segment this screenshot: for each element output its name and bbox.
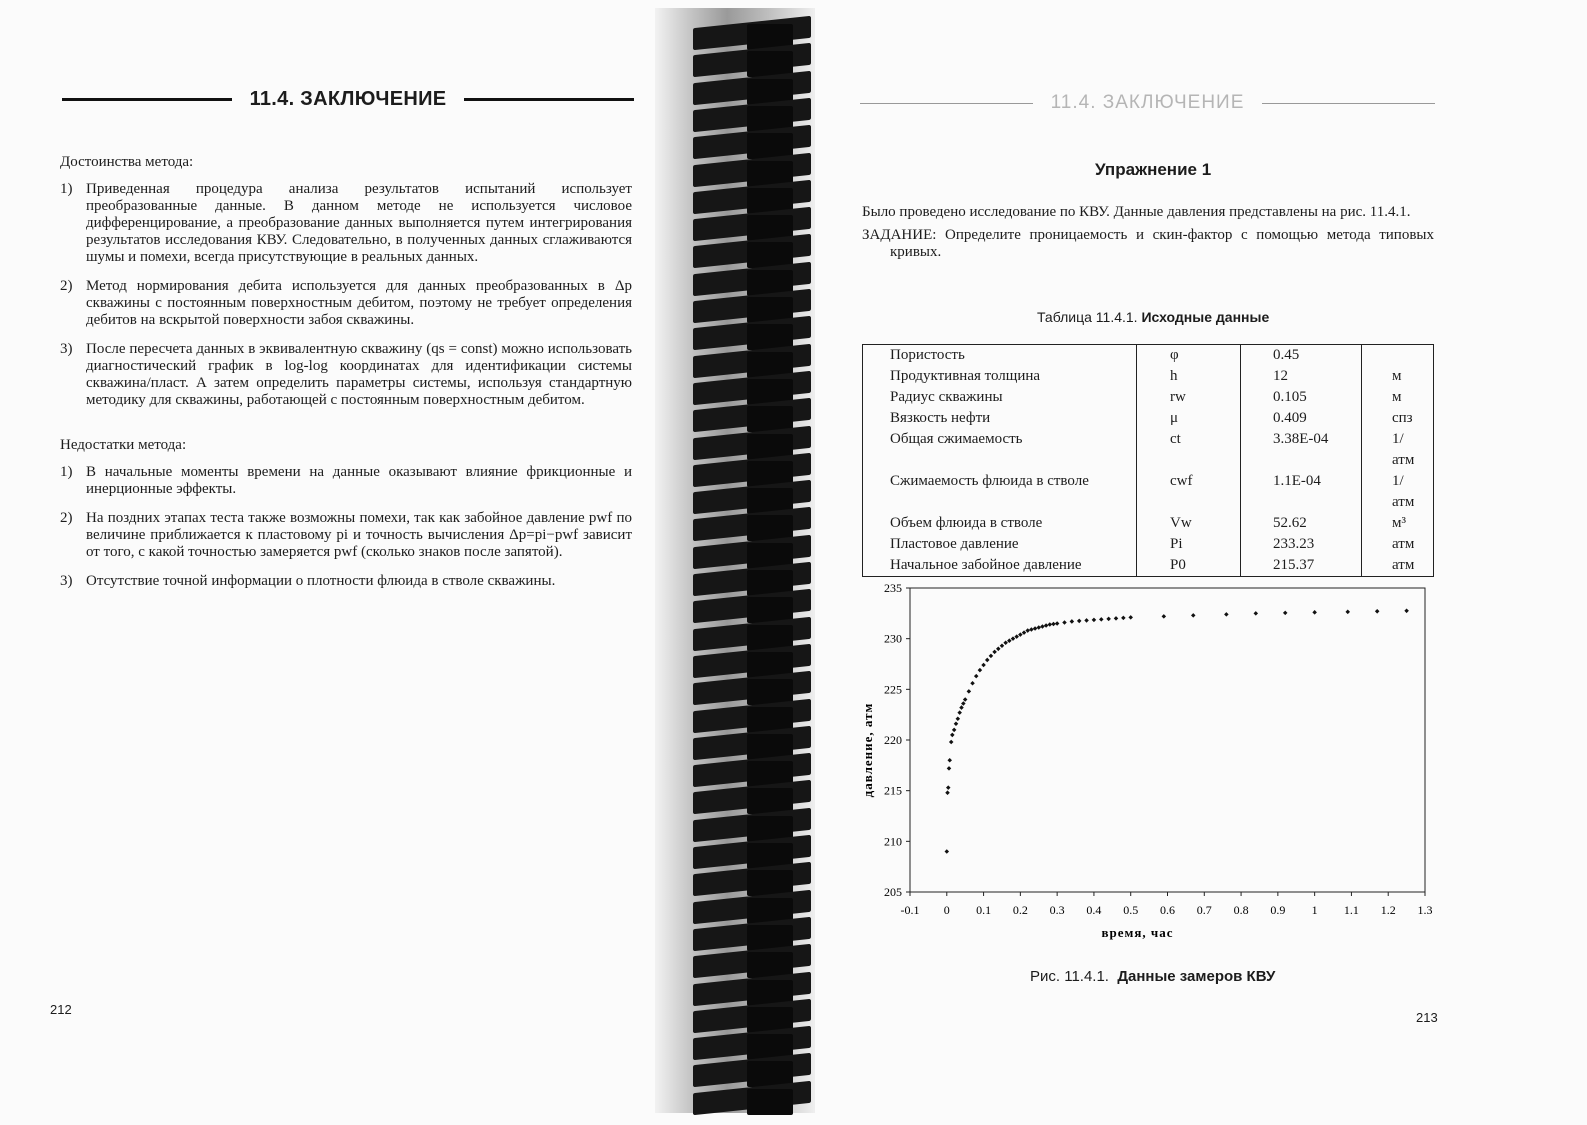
data-point xyxy=(1040,624,1045,629)
left-page-header xyxy=(62,88,634,111)
x-tick-label: 0.2 xyxy=(1012,903,1028,917)
table-cell-name: Начальное забойное давление xyxy=(890,557,1082,573)
plot-frame xyxy=(910,588,1425,892)
data-point xyxy=(974,674,979,679)
table-cell-name: Общая сжимаемость xyxy=(890,431,1023,447)
table-cell-symbol: ct xyxy=(1137,429,1241,471)
data-point xyxy=(963,697,968,702)
table-row xyxy=(863,387,1434,408)
list-item-number: 2) xyxy=(60,510,73,526)
x-tick-label: 0.9 xyxy=(1270,903,1286,917)
left-page xyxy=(0,0,680,1125)
x-tick-label: 0.6 xyxy=(1160,903,1175,917)
table-cell-value: 1.1E-04 xyxy=(1241,471,1362,513)
data-point xyxy=(1345,610,1350,615)
disadvantages-list xyxy=(60,464,632,590)
data-point xyxy=(1121,616,1126,621)
x-tick-label: 1.2 xyxy=(1380,903,1396,917)
data-point xyxy=(954,722,959,727)
data-point xyxy=(1191,613,1196,618)
table-row xyxy=(863,429,1434,471)
data-point xyxy=(945,790,950,795)
data-point xyxy=(957,710,962,715)
table-cell-unit xyxy=(1362,345,1434,367)
data-point xyxy=(985,658,990,663)
x-tick-label: 1 xyxy=(1311,903,1318,917)
data-point xyxy=(1162,614,1167,619)
list-item-text: На поздних этапах теста также возможны помехи, так как забойное давление pwf по величине приближается к пластовому pi и точность вычисления Δp=pi−pwf зависит от того, с какой точностью замеряется pwf (сколько знаков после запятой). xyxy=(86,510,632,560)
figure-caption-title: Данные замеров КВУ xyxy=(1117,968,1276,985)
data-point xyxy=(1283,611,1288,616)
data-point xyxy=(970,681,975,686)
task-paragraph: ЗАДАНИЕ: Определите проницаемость и скин-фактор с помощью метода типовых кривых. xyxy=(862,227,1434,260)
table-cell-name: Продуктивная толщина xyxy=(890,368,1041,384)
header-title: 11.4. ЗАКЛЮЧЕНИЕ xyxy=(249,88,447,110)
figure-caption xyxy=(1030,968,1275,985)
table-cell-unit: спз xyxy=(1362,408,1434,429)
y-tick-label: 235 xyxy=(884,581,902,595)
data-point xyxy=(950,733,955,738)
table-cell-symbol: φ xyxy=(1137,345,1241,367)
table-cell-symbol: P0 xyxy=(1137,555,1241,577)
list-item xyxy=(60,464,632,498)
table-cell-unit: 1/атм xyxy=(1362,429,1434,471)
table-cell-value: 0.45 xyxy=(1241,345,1362,367)
x-tick-label: 0.8 xyxy=(1233,903,1249,917)
table-row xyxy=(863,366,1434,387)
table-cell-name: Вязкость нефти xyxy=(890,410,991,426)
list-item xyxy=(60,181,632,266)
data-point xyxy=(1375,609,1380,614)
table-cell-symbol: cwf xyxy=(1137,471,1241,513)
x-tick-label: 1.3 xyxy=(1417,903,1433,917)
data-point xyxy=(1114,616,1119,621)
table-cell-name: Радиус скважины xyxy=(890,389,1003,405)
table-cell-value: 12 xyxy=(1241,366,1362,387)
list-item xyxy=(60,510,632,561)
figure-caption-prefix: Рис. 11.4.1. xyxy=(1030,968,1109,985)
list-item xyxy=(60,573,632,590)
y-tick-label: 210 xyxy=(884,834,902,849)
data-point xyxy=(1254,611,1259,616)
data-point xyxy=(967,689,972,694)
x-tick-label: -0.1 xyxy=(900,903,920,917)
data-point xyxy=(1312,610,1317,615)
table-cell-value: 0.409 xyxy=(1241,408,1362,429)
data-point xyxy=(1070,619,1075,624)
table-caption-title: Исходные данные xyxy=(1141,309,1270,325)
data-point xyxy=(1224,612,1229,617)
table-cell-symbol: Vw xyxy=(1137,513,1241,534)
list-item-text: В начальные моменты времени на данные оказывают влияние фрикционные и инерционные эффекты. xyxy=(86,464,632,497)
list-item-number: 1) xyxy=(60,464,73,480)
data-point xyxy=(1062,620,1067,625)
data-point xyxy=(981,663,986,668)
left-page-body xyxy=(60,154,632,602)
data-point xyxy=(1022,630,1027,635)
table-cell-unit: 1/атм xyxy=(1362,471,1434,513)
right-page xyxy=(820,0,1587,1125)
data-point xyxy=(996,647,1001,652)
data-point xyxy=(949,740,954,745)
table-cell-name: Сжимаемость флюида в стволе xyxy=(890,473,1089,489)
list-item-number: 1) xyxy=(60,181,73,197)
table-cell-unit: атм xyxy=(1362,534,1434,555)
y-tick-label: 230 xyxy=(884,631,902,646)
pressure-chart xyxy=(860,578,1440,948)
table-cell-name: Пористость xyxy=(890,347,965,363)
list-item xyxy=(60,278,632,329)
data-point xyxy=(1025,628,1030,633)
data-point xyxy=(1404,609,1409,614)
data-point xyxy=(1092,618,1097,623)
data-point xyxy=(945,849,950,854)
advantages-list xyxy=(60,181,632,409)
data-point xyxy=(961,701,966,706)
data-point xyxy=(1044,623,1049,628)
data-point xyxy=(1099,617,1104,622)
y-tick-label: 220 xyxy=(884,733,902,747)
header-title: 11.4. ЗАКЛЮЧЕНИЕ xyxy=(1050,92,1245,113)
data-point xyxy=(1014,634,1019,639)
binding-coil-loop xyxy=(747,1089,793,1115)
data-point xyxy=(1051,622,1056,627)
data-point xyxy=(947,766,952,771)
list-item-text: После пересчета данных в эквивалентную скважину (qs = const) можно использовать диагностический график в log-log координатах для идентификации системы скважина/пласт. А затем определить параметры системы, используя стандартную методику для скважины, работающей с постоянным поверхностным дебитом. xyxy=(86,341,632,408)
list-item-text: Приведенная процедура анализа результатов испытаний использует преобразованные данные. В данном методе не используется числовое дифференцирование, а преобразование данных выполняется путем интегрирования результатов исследования КВУ. Следовательно, в полученных данных сглаживаются шумы и помехи, всегда присутствующие в реальных данных. xyxy=(86,181,632,265)
table-cell-symbol: h xyxy=(1137,366,1241,387)
data-point xyxy=(1084,618,1089,623)
table-cell-name: Объем флюида в стволе xyxy=(890,515,1043,531)
data-point xyxy=(989,654,994,659)
list-item-text: Отсутствие точной информации о плотности флюида в стволе скважины. xyxy=(86,573,556,589)
table-cell-symbol: Pi xyxy=(1137,534,1241,555)
y-tick-label: 225 xyxy=(884,682,902,697)
table-cell-unit: м³ xyxy=(1362,513,1434,534)
data-point xyxy=(1018,632,1023,637)
data-point xyxy=(1007,638,1012,643)
table-cell-value: 3.38E-04 xyxy=(1241,429,1362,471)
table-row xyxy=(863,345,1434,367)
x-tick-label: 0.4 xyxy=(1086,903,1102,917)
right-page-header xyxy=(860,92,1435,114)
disadvantages-title: Недостатки метода: xyxy=(60,437,187,453)
data-point xyxy=(1036,625,1041,630)
data-point xyxy=(1055,621,1060,626)
table-cell-unit: м xyxy=(1362,387,1434,408)
data-point xyxy=(1106,617,1111,622)
table-cell-value: 52.62 xyxy=(1241,513,1362,534)
table-cell-symbol: rw xyxy=(1137,387,1241,408)
list-item xyxy=(60,341,632,409)
x-tick-label: 0.7 xyxy=(1196,903,1212,917)
table-cell-value: 233.23 xyxy=(1241,534,1362,555)
table-cell-unit: м xyxy=(1362,366,1434,387)
page-number-right: 213 xyxy=(1416,1010,1438,1025)
data-point xyxy=(1000,643,1005,648)
table-row xyxy=(863,555,1434,577)
table-caption xyxy=(1037,309,1269,325)
header-rule xyxy=(1262,103,1435,104)
table-cell-value: 0.105 xyxy=(1241,387,1362,408)
data-point xyxy=(1077,619,1082,624)
header-rule xyxy=(860,103,1033,104)
data-point xyxy=(1033,626,1038,631)
page-number-left: 212 xyxy=(50,1002,72,1017)
header-rule xyxy=(62,98,232,101)
data-point xyxy=(1128,615,1133,620)
table-row xyxy=(863,408,1434,429)
table-caption-prefix: Таблица 11.4.1. xyxy=(1037,309,1138,325)
x-tick-label: 0 xyxy=(943,903,950,917)
x-tick-label: 0.3 xyxy=(1049,903,1065,917)
table-cell-symbol: μ xyxy=(1137,408,1241,429)
table-cell-unit: атм xyxy=(1362,555,1434,577)
y-tick-label: 205 xyxy=(884,885,902,899)
y-axis-label: давление, атм xyxy=(860,702,875,798)
spiral-binding xyxy=(655,8,815,1113)
data-point xyxy=(946,785,951,790)
list-item-number: 3) xyxy=(60,573,73,589)
y-tick-label: 215 xyxy=(884,783,902,798)
exercise-paragraph: Было проведено исследование по КВУ. Данные давления представлены на рис. 11.4.1. xyxy=(862,204,1411,220)
exercise-title: Упражнение 1 xyxy=(1095,160,1212,179)
data-point xyxy=(1011,636,1016,641)
advantages-title: Достоинства метода: xyxy=(60,154,194,170)
x-axis-label: время, час xyxy=(1101,925,1174,940)
x-tick-label: 1.1 xyxy=(1343,903,1359,917)
table-cell-value: 215.37 xyxy=(1241,555,1362,577)
table-cell-name: Пластовое давление xyxy=(890,536,1019,552)
table-row xyxy=(863,513,1434,534)
table-row xyxy=(863,534,1434,555)
data-point xyxy=(1048,622,1053,627)
x-tick-label: 0.5 xyxy=(1123,903,1139,917)
header-rule xyxy=(464,98,634,101)
table-row xyxy=(863,471,1434,513)
data-point xyxy=(1003,640,1008,645)
x-tick-label: 0.1 xyxy=(976,903,992,917)
list-item-text: Метод нормирования дебита используется для данных преобразованных в Δp скважины с постоянным поверхностным дебитом, поэтому не требует определения дебитов на вскрытой поверхности забоя скважины. xyxy=(86,278,632,328)
data-point xyxy=(952,728,957,733)
data-point xyxy=(1029,627,1034,632)
data-point xyxy=(947,758,952,763)
data-point xyxy=(959,705,964,710)
data-point xyxy=(992,650,997,655)
list-item-number: 2) xyxy=(60,278,73,294)
data-point xyxy=(978,668,983,673)
list-item-number: 3) xyxy=(60,341,73,357)
exercise-text xyxy=(862,204,1434,261)
data-point xyxy=(956,716,961,721)
parameters-table xyxy=(862,344,1434,577)
